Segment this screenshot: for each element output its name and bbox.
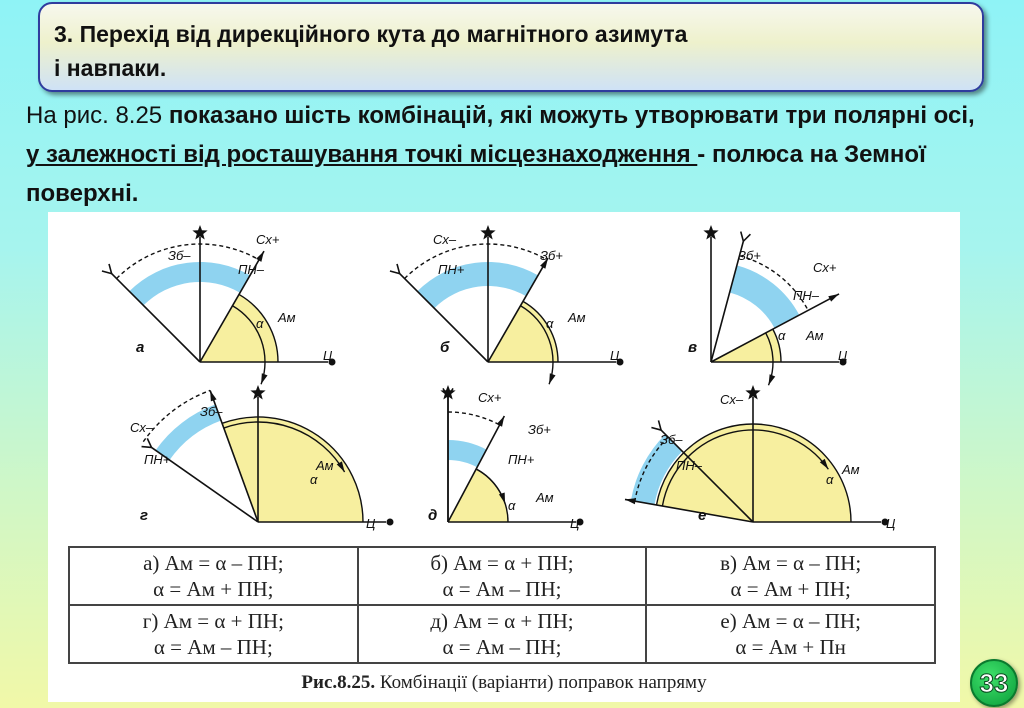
panel-letter: в bbox=[688, 339, 698, 356]
title-box bbox=[38, 2, 984, 92]
east-label: Ц bbox=[366, 516, 376, 531]
caption-label: Рис.8.25. bbox=[301, 672, 376, 693]
declination-band bbox=[730, 265, 800, 328]
fork-icon bbox=[142, 438, 152, 447]
formula-line: α = Ам – ПН; bbox=[442, 635, 562, 659]
formula-cell bbox=[69, 547, 358, 605]
convergence-label: Зб+ bbox=[738, 248, 761, 263]
alpha-sector bbox=[222, 417, 363, 522]
azimuth-label: Ам bbox=[316, 458, 334, 473]
diagram-6 bbox=[625, 385, 896, 531]
magnetic-label: Сх– bbox=[433, 232, 457, 247]
convergence-label: Зб+ bbox=[528, 422, 551, 437]
intro-part-1: На рис. 8.25 bbox=[26, 102, 169, 129]
east-point bbox=[387, 519, 394, 526]
slide-title bbox=[54, 17, 968, 85]
formula-cell bbox=[358, 547, 647, 605]
arrowhead bbox=[256, 251, 264, 262]
fork-icon bbox=[651, 420, 661, 430]
magnetic-label: Сх+ bbox=[813, 260, 837, 275]
intro-paragraph bbox=[26, 96, 986, 213]
caption-text: Комбінації (варіанти) поправок напряму bbox=[375, 672, 707, 693]
azimuth-label: Ам bbox=[278, 310, 296, 325]
azimuth-label: Ам bbox=[568, 310, 586, 325]
formula-line: а) Ам = α – ПН; bbox=[143, 551, 284, 575]
arrowhead bbox=[210, 390, 216, 401]
diagram-5 bbox=[428, 385, 584, 531]
declination-band bbox=[448, 440, 486, 467]
panel-letter: б bbox=[440, 339, 450, 356]
diagram-4 bbox=[130, 385, 394, 531]
magnetic-label: Сх+ bbox=[256, 232, 280, 247]
figure-8-25 bbox=[48, 212, 960, 702]
east-label: Ц bbox=[610, 348, 620, 363]
title-line-1: 3. Перехід від дирекційного кута до магнітного азимута bbox=[54, 21, 688, 47]
arrowhead bbox=[828, 294, 839, 302]
convergence-label: Зб– bbox=[168, 248, 191, 263]
page-number-badge: 33 bbox=[970, 659, 1018, 707]
convergence-label: Зб– bbox=[200, 404, 223, 419]
panel-letter: а bbox=[136, 339, 145, 356]
azimuth-label: Ам bbox=[806, 328, 824, 343]
convergence-label: Зб+ bbox=[540, 248, 563, 263]
alpha-sector bbox=[488, 301, 558, 362]
east-label: Ц bbox=[838, 348, 848, 363]
panel-letter: г bbox=[140, 507, 149, 524]
formula-line: α = Ам + ПН; bbox=[730, 577, 851, 601]
alpha-label: α bbox=[826, 472, 834, 487]
azimuth-label: Ам bbox=[536, 490, 554, 505]
formula-line: е) Ам = α – ПН; bbox=[720, 609, 861, 633]
formula-line: α = Ам + Пн bbox=[735, 635, 846, 659]
diagram-3 bbox=[688, 225, 848, 385]
formula-table bbox=[68, 546, 936, 664]
table-row bbox=[69, 605, 935, 663]
magnetic-label: Сх– bbox=[130, 420, 154, 435]
magnetic-label: Сх+ bbox=[478, 390, 502, 405]
formula-line: α = Ам – ПН; bbox=[442, 577, 562, 601]
fork-icon bbox=[390, 264, 400, 274]
formula-cell bbox=[646, 605, 935, 663]
panel-letter: е bbox=[698, 507, 707, 524]
formula-cell bbox=[646, 547, 935, 605]
intro-part-2: показано шість комбінацій, які можуть утворювати три полярні осі, bbox=[168, 102, 975, 129]
east-label: Ц bbox=[570, 516, 580, 531]
declination-band bbox=[129, 262, 250, 305]
alpha-label: α bbox=[778, 328, 786, 343]
east-label: Ц bbox=[886, 516, 896, 531]
dashed-arc bbox=[448, 412, 500, 425]
fork-icon bbox=[741, 232, 751, 242]
alpha-label: α bbox=[310, 472, 318, 487]
diagram-1 bbox=[102, 225, 336, 384]
intro-part-4: - полюса на Земної поверхні. bbox=[26, 141, 926, 207]
formula-line: α = Ам – ПН; bbox=[153, 635, 273, 659]
fork-icon bbox=[102, 264, 112, 274]
declination-label: ПН+ bbox=[438, 262, 465, 277]
formula-line: г) Ам = α + ПН; bbox=[142, 609, 284, 633]
diagrams-svg bbox=[48, 212, 960, 542]
table-row bbox=[69, 547, 935, 605]
arrowhead bbox=[549, 373, 555, 384]
declination-label: ПН– bbox=[793, 288, 820, 303]
east-label: Ц bbox=[323, 348, 333, 363]
formula-line: α = Ам + ПН; bbox=[153, 577, 274, 601]
panel-letter: д bbox=[428, 507, 438, 524]
arrowhead bbox=[497, 416, 505, 427]
formula-line: б) Ам = α + ПН; bbox=[430, 551, 574, 575]
formula-line: д) Ам = α + ПН; bbox=[430, 609, 574, 633]
alpha-label: α bbox=[546, 316, 554, 331]
formula-cell bbox=[358, 605, 647, 663]
formula-line: в) Ам = α – ПН; bbox=[720, 551, 862, 575]
alpha-label: α bbox=[256, 316, 264, 331]
formula-cell bbox=[69, 605, 358, 663]
figure-caption bbox=[48, 672, 960, 694]
declination-label: ПН– bbox=[238, 262, 265, 277]
arrowhead bbox=[261, 373, 267, 384]
azimuth-label: Ам bbox=[842, 462, 860, 477]
title-line-2: і навпаки. bbox=[54, 55, 167, 81]
alpha-label: α bbox=[508, 498, 516, 513]
alpha-sector bbox=[200, 294, 278, 362]
magnetic-label: Сх– bbox=[720, 392, 744, 407]
arrowhead bbox=[768, 374, 775, 385]
declination-label: ПН+ bbox=[144, 452, 171, 467]
declination-label: ПН+ bbox=[508, 452, 535, 467]
convergence-label: Зб– bbox=[660, 432, 683, 447]
declination-label: ПН– bbox=[676, 458, 703, 473]
intro-part-3: у залежності від росташування точкі місцезнаходження bbox=[26, 141, 698, 168]
alpha-sector bbox=[448, 469, 508, 522]
diagram-2 bbox=[390, 225, 624, 384]
declination-band bbox=[417, 262, 538, 308]
